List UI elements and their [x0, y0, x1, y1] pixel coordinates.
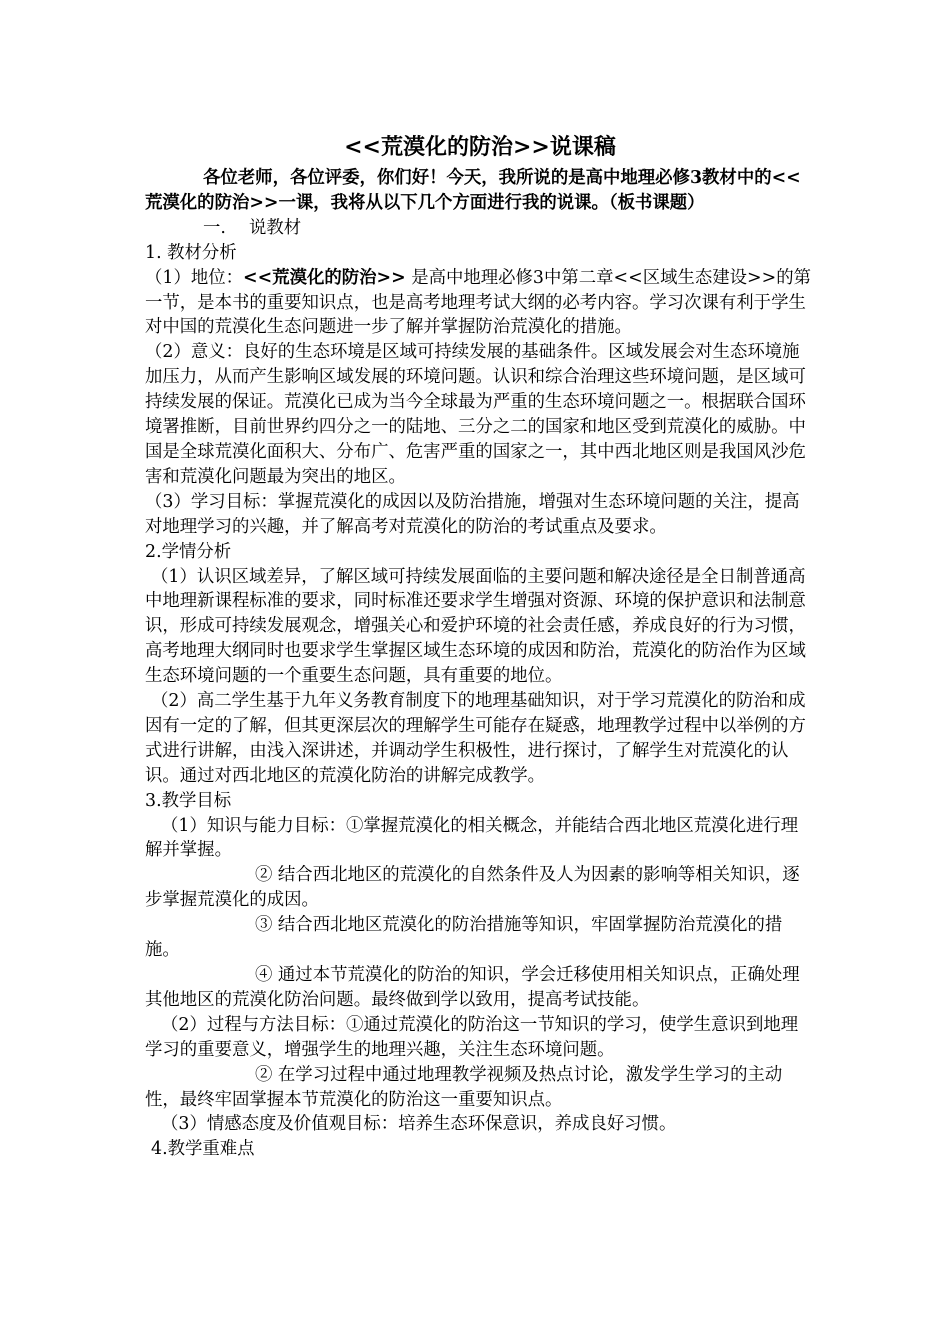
paragraph-position-prefix: （1）地位：	[145, 267, 244, 288]
paragraph-position-text: 是高中地理必修3中第二章<<区域生态建设>>的第一节，是本书的重要知识点，也是高考地理考试大纲的必考内容。学习次课有利于学生对中国的荒漠化生态问题进一步了解并掌握防治荒漠化的措施。	[145, 267, 811, 338]
goal-emotion: （3）情感态度及价值观目标：培养生态环保意识，养成良好习惯。	[161, 1114, 677, 1135]
document-title: <<荒漠化的防治>>说课稿	[344, 134, 616, 160]
paragraph-position	[145, 266, 815, 341]
goal-knowledge-2: ② 结合西北地区的荒漠化的自然条件及人为因素的影响等相关知识，逐步掌握荒漠化的成因。	[145, 865, 800, 911]
intro-paragraph: 各位老师，各位评委，你们好！今天，我所说的是高中地理必修3教材中的<<荒漠化的防治>>一课，我将从以下几个方面进行我的说课。（板书课题）	[145, 168, 801, 213]
paragraph-learner-2: （2）高二学生基于九年义务教育制度下的地理基础知识，对于学习荒漠化的防治和成因有一定的了解，但其更深层次的理解学生可能存在疑惑，地理教学过程中以举例的方式进行讲解，由浅入深讲述，并调动学生积极性，进行探讨，了解学生对荒漠化的认识。通过对西北地区的荒漠化防治的讲解完成教学。	[145, 691, 806, 786]
paragraph-learner-1: （1）认识区域差异，了解区域可持续发展面临的主要问题和解决途径是全日制普通高中地理新课程标准的要求，同时标准还要求学生增强对资源、环境的保护意识和法制意识，形成可持续发展观念，增强关心和爱护环境的社会责任感，养成良好的行为习惯，高考地理大纲同时也要求学生掌握区域生态环境的成因和防治，荒漠化的防治作为区域生态环境问题的一个重要生态问题，具有重要的地位。	[145, 566, 806, 687]
paragraph-learning-goals: （3）学习目标：掌握荒漠化的成因以及防治措施，增强对生态环境问题的关注，提高对地理学习的兴趣，并了解高考对荒漠化的防治的考试重点及要求。	[145, 491, 800, 537]
document-body	[145, 132, 815, 1162]
section-label: 说教材	[249, 217, 302, 238]
goal-method-1: （2）过程与方法目标：①通过荒漠化的防治这一节知识的学习，使学生意识到地理学习的重要意义，增强学生的地理兴趣，关注生态环境问题。	[145, 1014, 799, 1060]
subsection-heading-teaching-goals: 3.教学目标	[145, 790, 232, 811]
subsection-heading-key-points: 4.教学重难点	[151, 1139, 255, 1160]
section-heading-textbook	[145, 216, 815, 241]
goal-knowledge-3: ③ 结合西北地区荒漠化的防治措施等知识，牢固掌握防治荒漠化的措施。	[145, 915, 783, 961]
section-number: 一.	[203, 217, 226, 238]
lesson-title-inline: <<荒漠化的防治>>	[243, 267, 406, 288]
subsection-heading-learner-analysis: 2.学情分析	[145, 541, 232, 562]
subsection-heading-textbook-analysis: 1. 教材分析	[145, 242, 237, 263]
goal-knowledge-4: ④ 通过本节荒漠化的防治的知识，学会迁移使用相关知识点，正确处理其他地区的荒漠化防治问题。最终做到学以致用，提高考试技能。	[145, 965, 800, 1010]
goal-knowledge-1: （1）知识与能力目标：①掌握荒漠化的相关概念，并能结合西北地区荒漠化进行理解并掌握。	[145, 815, 799, 861]
paragraph-significance: （2）意义：良好的生态环境是区域可持续发展的基础条件。区域发展会对生态环境施加压力，从而产生影响区域发展的环境问题。认识和综合治理这些环境问题，是区域可持续发展的保证。荒漠化已成为当今全球最为严重的生态环境问题之一。根据联合国环境署推断，目前世界约四分之一的陆地、三分之二的国家和地区受到荒漠化的威胁。中国是全球荒漠化面积大、分布广、危害严重的国家之一，其中西北地区则是我国风沙危害和荒漠化问题最为突出的地区。	[145, 342, 806, 487]
goal-method-2: ② 在学习过程中通过地理教学视频及热点讨论，激发学生学习的主动性，最终牢固掌握本节荒漠化的防治这一重要知识点。	[145, 1064, 783, 1110]
